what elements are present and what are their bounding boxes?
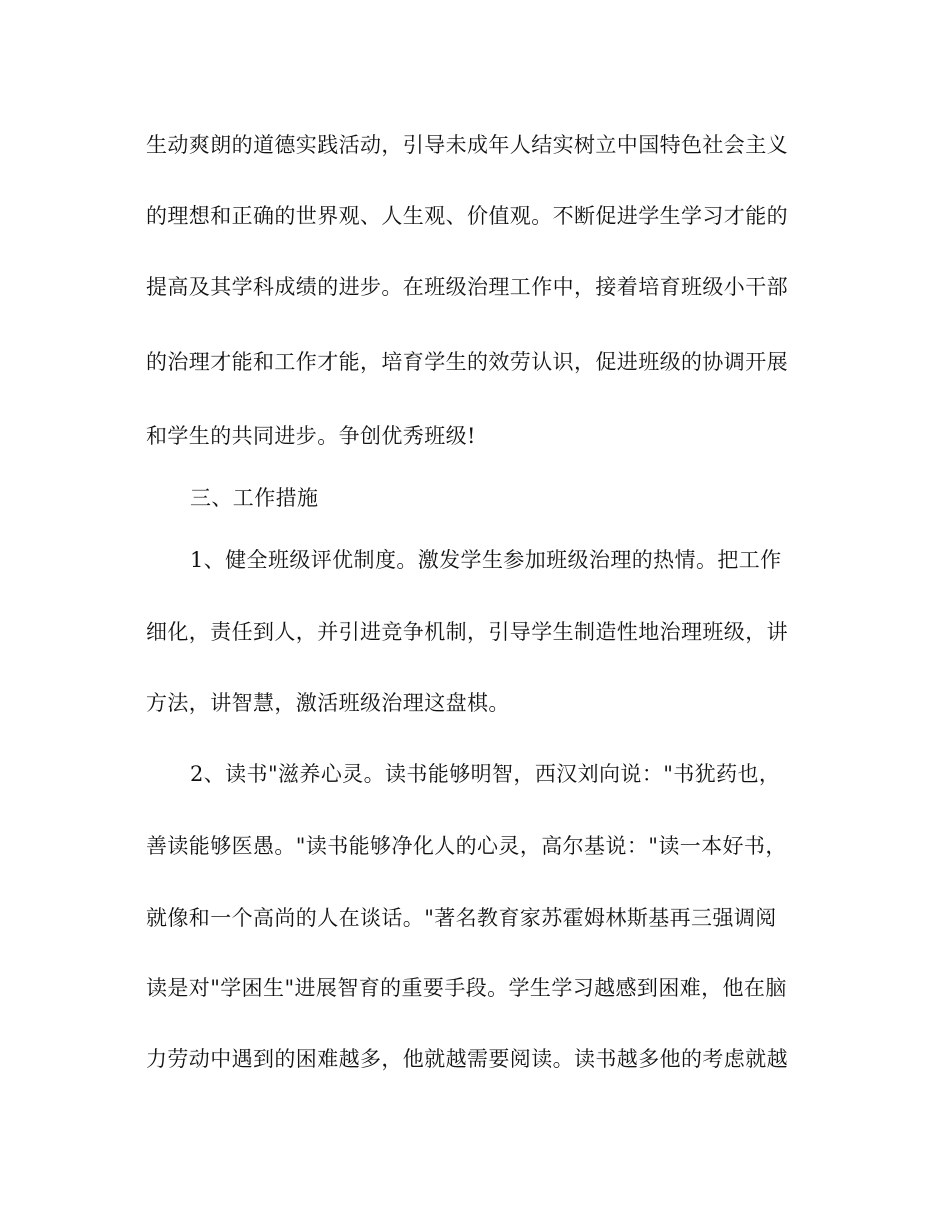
text-line: 1、健全班级评优制度。激发学生参加班级治理的热情。把工作 — [190, 548, 782, 572]
text-line: 2、读书"滋养心灵。读书能够明智，西汉刘向说："书犹药也， — [190, 762, 781, 786]
text-line: 的理想和正确的世界观、人生观、价值观。不断促进学生学习才能的 — [146, 204, 788, 228]
text-line: 善读能够医愚。"读书能够净化人的心灵，高尔基说："读一本好书， — [146, 834, 787, 858]
text-line: 和学生的共同进步。争创优秀班级! — [146, 424, 476, 448]
text-line: 就像和一个高尚的人在谈话。"著名教育家苏霍姆林斯基再三强调阅 — [146, 906, 777, 930]
text-line: 提高及其学科成绩的进步。在班级治理工作中，接着培育班级小干部 — [146, 275, 788, 299]
text-line: 生动爽朗的道德实践活动，引导未成年人结实树立中国特色社会主义 — [146, 133, 788, 157]
text-line: 方法，讲智慧，激活班级治理这盘棋。 — [146, 691, 510, 715]
text-line: 力劳动中遇到的困难越多，他就越需要阅读。读书越多他的考虑就越 — [146, 1047, 788, 1071]
text-line: 细化，责任到人，并引进竞争机制，引导学生制造性地治理班级，讲 — [146, 620, 788, 644]
text-line: 的治理才能和工作才能，培育学生的效劳认识，促进班级的协调开展 — [146, 350, 788, 374]
text-line: 读是对"学困生"进展智育的重要手段。学生学习越感到困难，他在脑 — [146, 976, 787, 1000]
section-heading: 三、工作措施 — [190, 486, 319, 510]
